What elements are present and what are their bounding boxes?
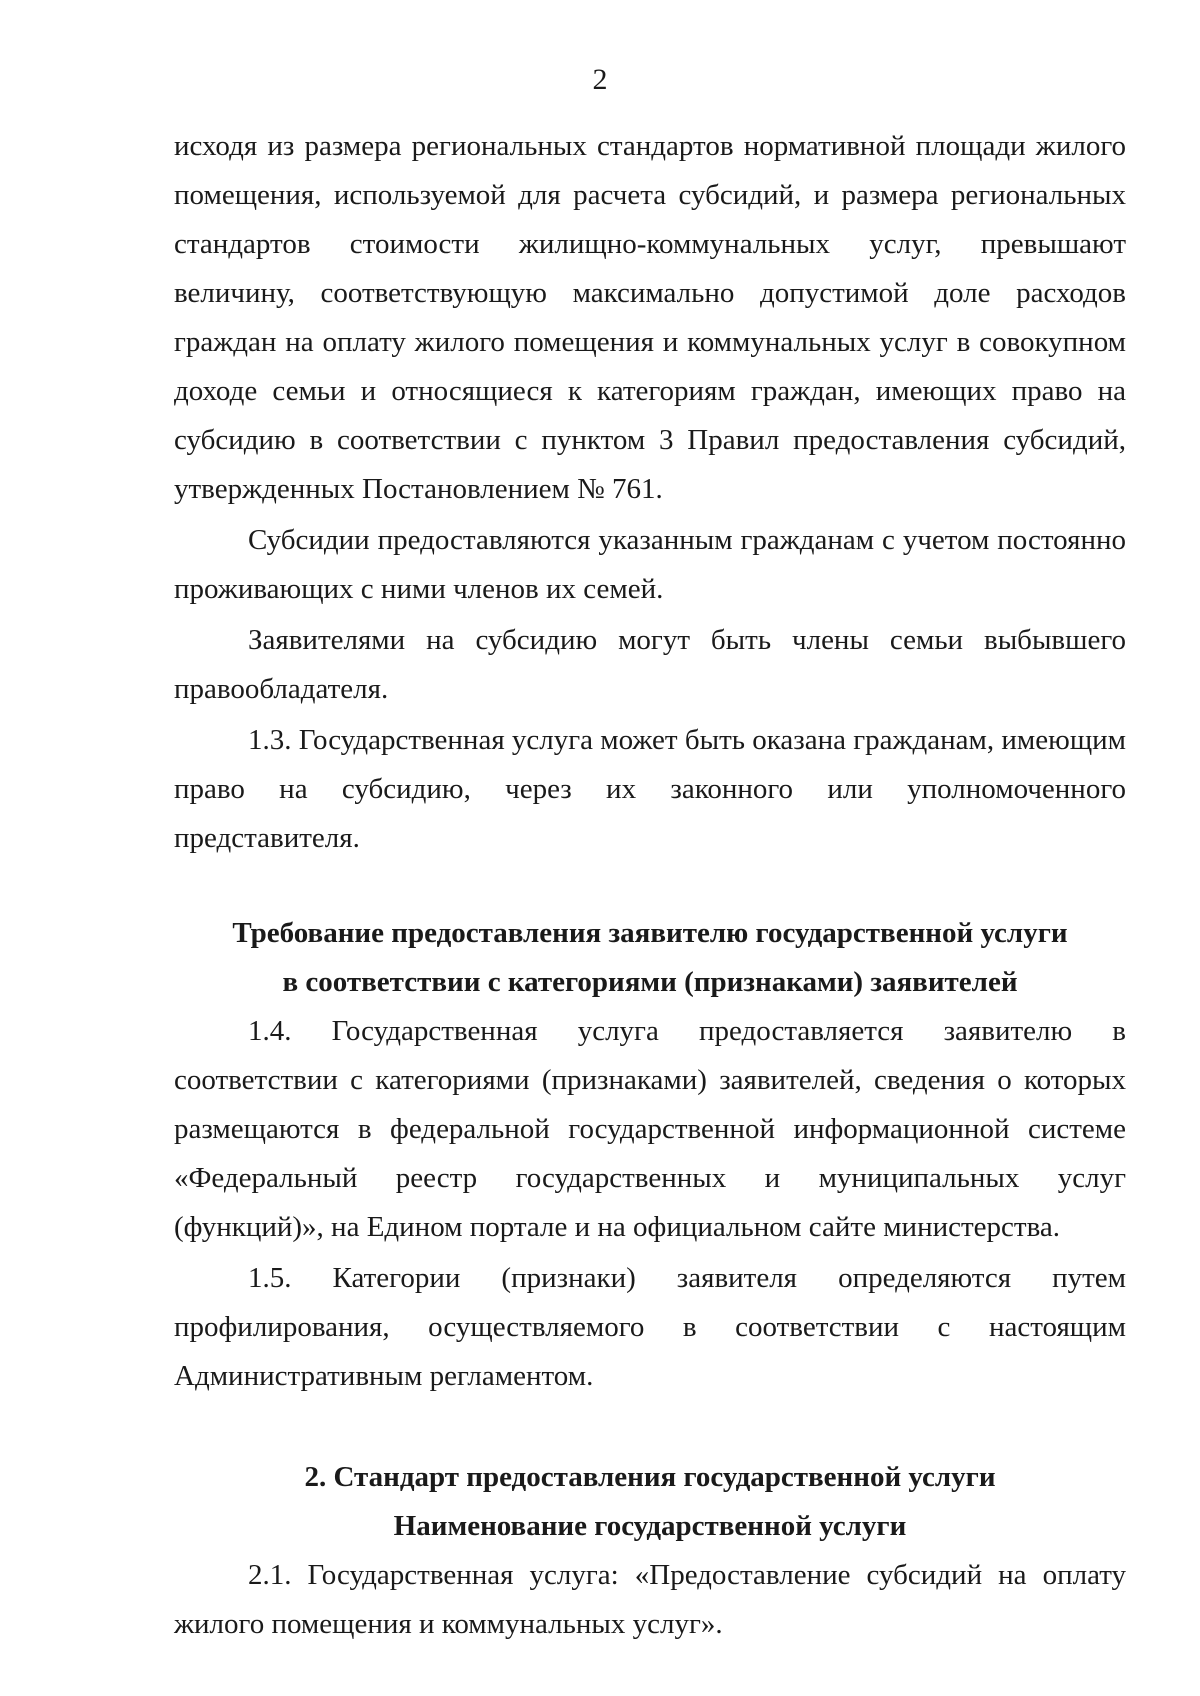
paragraph-1-4: 1.4. Государственная услуга предоставляется заявителю в соответствии с категориями (признаками) заявителей, сведения о которых размещаются в федеральной государственной информационной системе «Федеральный реестр государственных и муниципальных услуг (функций)», на Едином портале и на официальном сайте министерства. (174, 1015, 1126, 1243)
page-number: 2 (592, 63, 608, 96)
document-body (174, 122, 1126, 1649)
paragraph-1-3: 1.3. Государственная услуга может быть оказана гражданам, имеющим право на субсидию, через их законного или уполномоченного представителя. (174, 724, 1127, 854)
paragraph-1-5: 1.5. Категории (признаки) заявителя определяются путем профилирования, осуществляемого в соответствии с настоящим Административным регламентом. (174, 1262, 1126, 1392)
section-heading-requirement-line2: в соответствии с категориями (признаками) заявителей (282, 966, 1018, 998)
paragraph-applicants: Заявителями на субсидию могут быть члены семьи выбывшего правообладателя. (174, 624, 1126, 705)
section-heading-standard: 2. Стандарт предоставления государственной услуги (304, 1461, 996, 1493)
paragraph-2-1: 2.1. Государственная услуга: «Предоставление субсидий на оплату жилого помещения и коммунальных услуг». (174, 1559, 1126, 1640)
paragraph-family-members: Субсидии предоставляются указанным гражданам с учетом постоянно проживающих с ними членов их семей. (174, 524, 1126, 605)
subsection-heading-service-name: Наименование государственной услуги (393, 1510, 907, 1542)
paragraph-eligibility-continuation: исходя из размера региональных стандартов нормативной площади жилого помещения, используемой для расчета субсидий, и размера региональных стандартов стоимости жилищно-коммунальных услуг, превышают величину, соответствующую максимально допустимой доле расходов граждан на оплату жилого помещения и коммунальных услуг в совокупном доходе семьи и относящиеся к категориям граждан, имеющих право на субсидию в соответствии с пунктом 3 Правил предоставления субсидий, утвержденных Постановлением № 761. (174, 130, 1126, 505)
section-heading-requirement-line1: Требование предоставления заявителю государственной услуги (232, 917, 1068, 949)
